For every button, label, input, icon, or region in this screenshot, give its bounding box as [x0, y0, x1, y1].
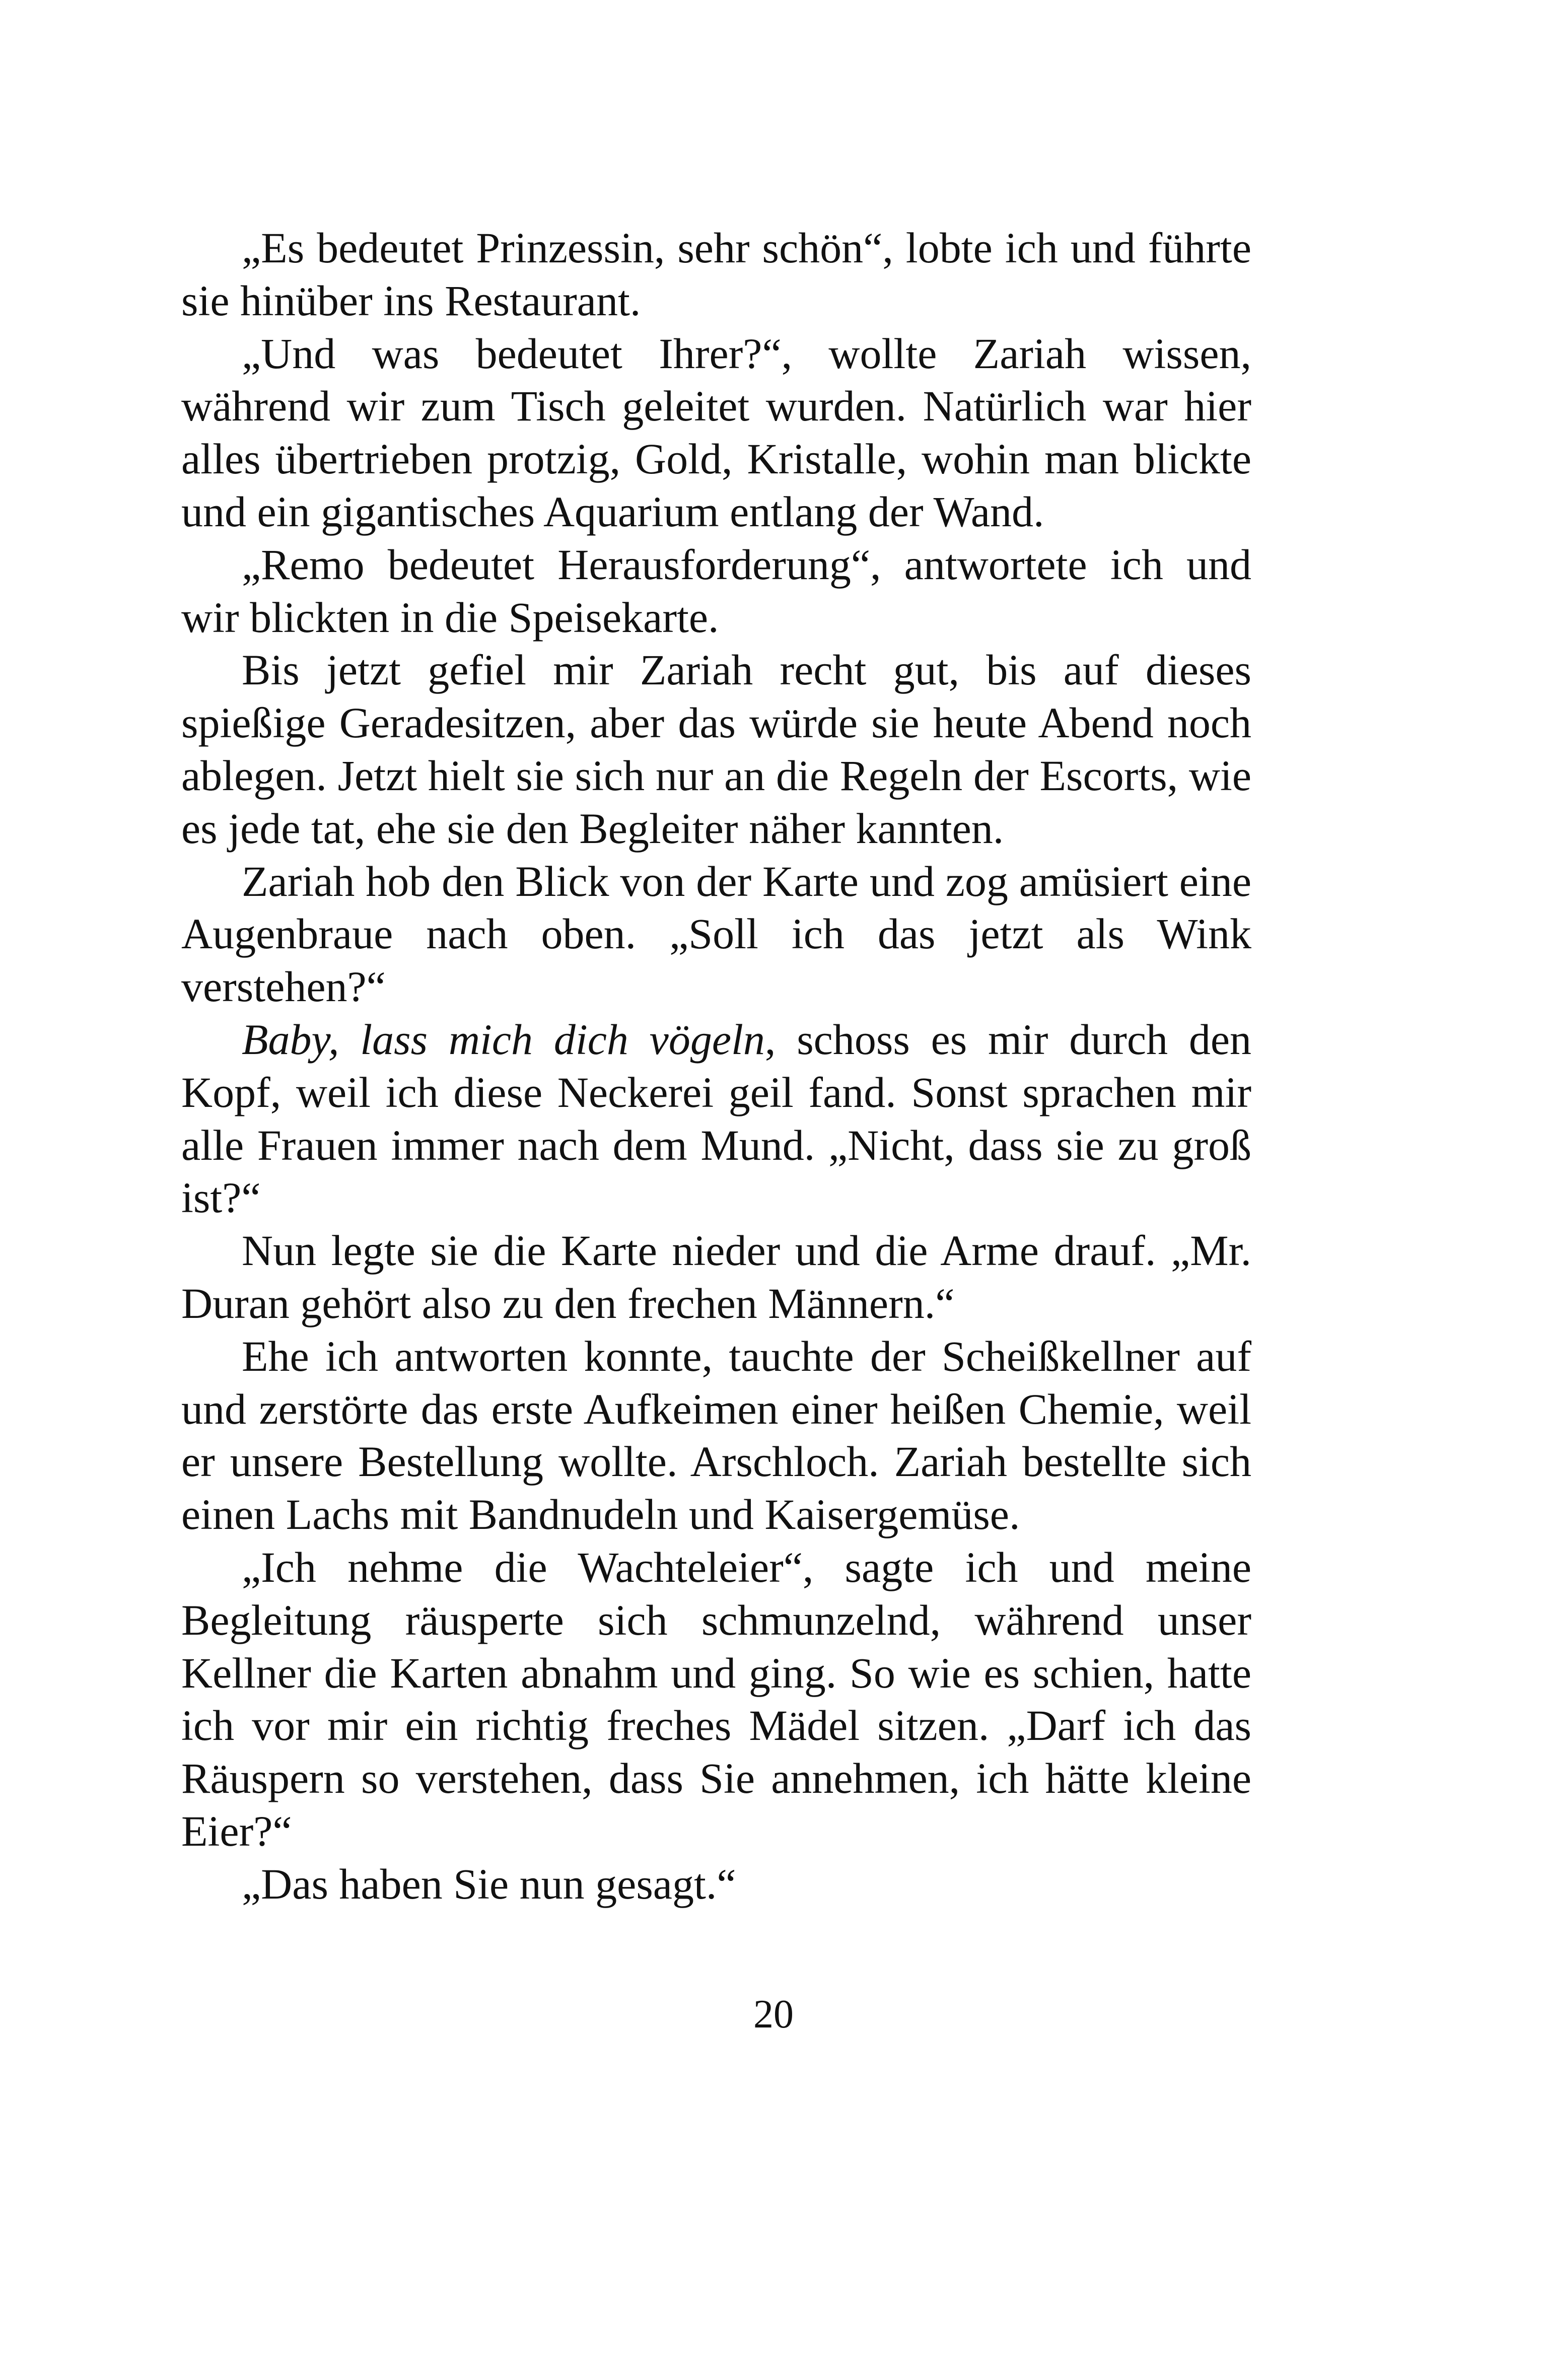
paragraph: Ehe ich antworten konnte, tauchte der Scheißkellner auf und zerstörte das erste Aufkeimen einer heißen Chemie, weil er unsere Bestellung wollte. Arschloch. Zariah bestellte sich einen Lachs mit Bandnudeln und Kaisergemüse. — [181, 1332, 1251, 1539]
paragraph: „Es bedeutet Prinzessin, sehr schön“, lobte ich und führte sie hinüber ins Restaurant. — [181, 224, 1251, 325]
paragraph: „Remo bedeutet Herausforderung“, antwortete ich und wir blickten in die Speisekarte. — [181, 540, 1251, 642]
page-number: 20 — [753, 1992, 794, 2037]
paragraph: Nun legte sie die Karte nieder und die Arme drauf. „Mr. Duran gehört also zu den frechen Männern.“ — [181, 1226, 1251, 1327]
paragraph: „Und was bedeutet Ihrer?“, wollte Zariah wissen, während wir zum Tisch geleitet wurden. Natürlich war hier alles übertrieben protzig, Gold, Kristalle, wohin man blickte und ein gigantisches Aquarium entlang der Wand. — [181, 329, 1251, 536]
italic-thought: Baby, lass mich dich vögeln — [242, 1015, 765, 1064]
paragraph: „Ich nehme die Wachteleier“, sagte ich und meine Begleitung räusperte sich schmunzelnd, während unser Kellner die Karten abnahm und ging. So wie es schien, hatte ich vor mir ein richtig freches Mädel sitzen. „Darf ich das Räuspern so verstehen, dass Sie annehmen, ich hätte kleine Eier?“ — [181, 1543, 1251, 1855]
paragraph: Baby, lass mich dich vögeln, schoss es mir durch den Kopf, weil ich diese Neckerei geil fand. Sonst sprachen mir alle Frauen immer nach dem Mund. „Nicht, dass sie zu groß ist?“ — [181, 1015, 1251, 1222]
body-text — [181, 222, 1251, 1911]
paragraph: Zariah hob den Blick von der Karte und zog amüsiert eine Augenbraue nach oben. „Soll ich das jetzt als Wink verstehen?“ — [181, 857, 1251, 1011]
paragraph: Bis jetzt gefiel mir Zariah recht gut, bis auf dieses spießige Geradesitzen, aber das würde sie heute Abend noch ablegen. Jetzt hielt sie sich nur an die Regeln der Escorts, wie es jede tat, ehe sie den Begleiter näher kannten. — [181, 646, 1251, 853]
paragraph: „Das haben Sie nun gesagt.“ — [242, 1859, 736, 1908]
